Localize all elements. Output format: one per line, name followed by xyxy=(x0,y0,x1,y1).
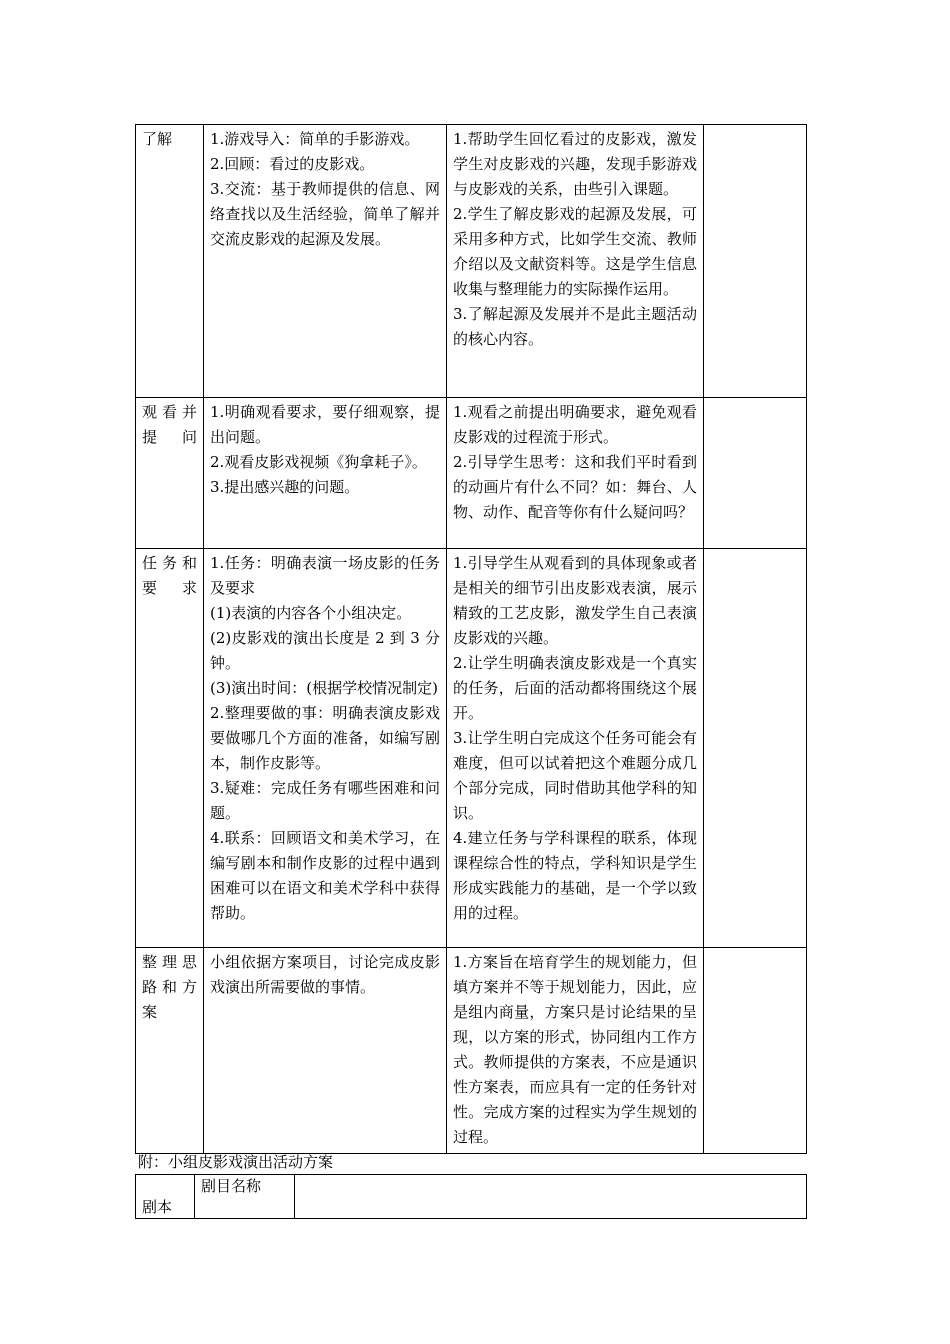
note-item: 1.观看之前提出明确要求，避免观看皮影戏的过程流于形式。 xyxy=(453,403,697,446)
stage-cell xyxy=(136,948,204,1154)
section-label: 剧本 xyxy=(142,1198,173,1216)
activity-item: 1.任务：明确表演一场皮影的任务及要求 xyxy=(210,554,440,597)
empty-cell xyxy=(704,948,807,1154)
stage-label: 了解 xyxy=(142,130,173,148)
activity-item: 3.提出感兴趣的问题。 xyxy=(210,478,360,496)
notes-cell xyxy=(447,398,704,549)
notes-cell xyxy=(447,549,704,948)
activity-item: 2.整理要做的事：明确表演皮影戏要做哪几个方面的准备，如编写剧本，制作皮影等。 xyxy=(210,704,440,772)
field-value-cell[interactable] xyxy=(295,1175,807,1219)
stage-cell xyxy=(136,125,204,398)
note-item: 2.让学生明确表演皮影戏是一个真实的任务，后面的活动都将围绕这个展开。 xyxy=(453,654,697,722)
note-item: 1.引导学生从观看到的具体现象或者是相关的细节引出皮影戏表演，展示精致的工艺皮影，激发学生自己表演皮影戏的兴趣。 xyxy=(453,554,697,647)
activity-item: 2.回顾：看过的皮影戏。 xyxy=(210,155,375,173)
activities-cell xyxy=(204,948,447,1154)
activity-item: 1.明确观看要求，要仔细观察，提出问题。 xyxy=(210,403,440,446)
activity-item: 1.游戏导入：简单的手影游戏。 xyxy=(210,130,420,148)
note-item: 3.让学生明白完成这个任务可能会有难度，但可以试着把这个难题分成几个部分完成，同时借助其他学科的知识。 xyxy=(453,729,697,822)
note-item: 3.了解起源及发展并不是此主题活动的核心内容。 xyxy=(453,305,697,348)
section-label-cell xyxy=(136,1175,195,1219)
note-item: 1.帮助学生回忆看过的皮影戏，激发学生对皮影戏的兴趣，发现手影游戏与皮影戏的关系，由些引入课题。 xyxy=(453,130,697,198)
table-row xyxy=(136,549,807,948)
note-item: 1.方案旨在培育学生的规划能力，但填方案并不等于规划能力，因此，应是组内商量，方案只是讨论结果的呈现，以方案的形式，协同组内工作方式。教师提供的方案表，不应是通识性方案表，而应具有一定的任务针对性。完成方案的过程实为学生规划的过程。 xyxy=(453,953,697,1146)
activities-cell xyxy=(204,398,447,549)
stage-cell xyxy=(136,398,204,549)
table-row xyxy=(136,1175,807,1219)
note-item: 2.引导学生思考：这和我们平时看到的动画片有什么不同？如：舞台、人物、动作、配音等你有什么疑问吗？ xyxy=(453,453,697,521)
note-item: 2.学生了解皮影戏的起源及发展，可采用多种方式，比如学生交流、教师介绍以及文献资料等。这是学生信息收集与整理能力的实际操作运用。 xyxy=(453,205,697,298)
activities-cell xyxy=(204,125,447,398)
empty-cell xyxy=(704,549,807,948)
activity-item: 3.交流：基于教师提供的信息、网络查找以及生活经验，简单了解并交流皮影戏的起源及发展。 xyxy=(210,180,440,248)
activity-item: 3.疑难：完成任务有哪些困难和问题。 xyxy=(210,779,440,822)
plan-table xyxy=(135,1174,807,1219)
activity-item: 小组依据方案项目，讨论完成皮影戏演出所需要做的事情。 xyxy=(210,953,440,996)
activity-item: 2.观看皮影戏视频《狗拿耗子》。 xyxy=(210,453,427,471)
notes-cell xyxy=(447,948,704,1154)
notes-cell xyxy=(447,125,704,398)
field-label-cell xyxy=(195,1175,295,1219)
note-item: 4.建立任务与学科课程的联系，体现课程综合性的特点，学科知识是学生形成实践能力的基础，是一个学以致用的过程。 xyxy=(453,829,697,922)
stage-label: 观看并提问 xyxy=(142,403,197,446)
activity-item: (2)皮影戏的演出长度是 2 到 3 分钟。 xyxy=(210,629,440,672)
empty-cell xyxy=(704,125,807,398)
table-row xyxy=(136,948,807,1154)
table-row xyxy=(136,398,807,549)
table-row xyxy=(136,125,807,398)
activities-cell xyxy=(204,549,447,948)
activity-item: (1)表演的内容各个小组决定。 xyxy=(210,604,412,622)
stage-label: 整理思路和方案 xyxy=(142,953,197,1021)
activity-item: 4.联系：回顾语文和美术学习，在编写剧本和制作皮影的过程中遇到困难可以在语文和美术学科中获得帮助。 xyxy=(210,829,440,922)
field-label: 剧目名称 xyxy=(201,1177,262,1195)
activity-table xyxy=(135,124,807,1154)
activity-item: (3)演出时间：(根据学校情况制定) xyxy=(210,679,438,697)
stage-label: 任务和要求 xyxy=(142,554,197,597)
empty-cell xyxy=(704,398,807,549)
appendix-caption: 附：小组皮影戏演出活动方案 xyxy=(138,1153,334,1171)
stage-cell xyxy=(136,549,204,948)
